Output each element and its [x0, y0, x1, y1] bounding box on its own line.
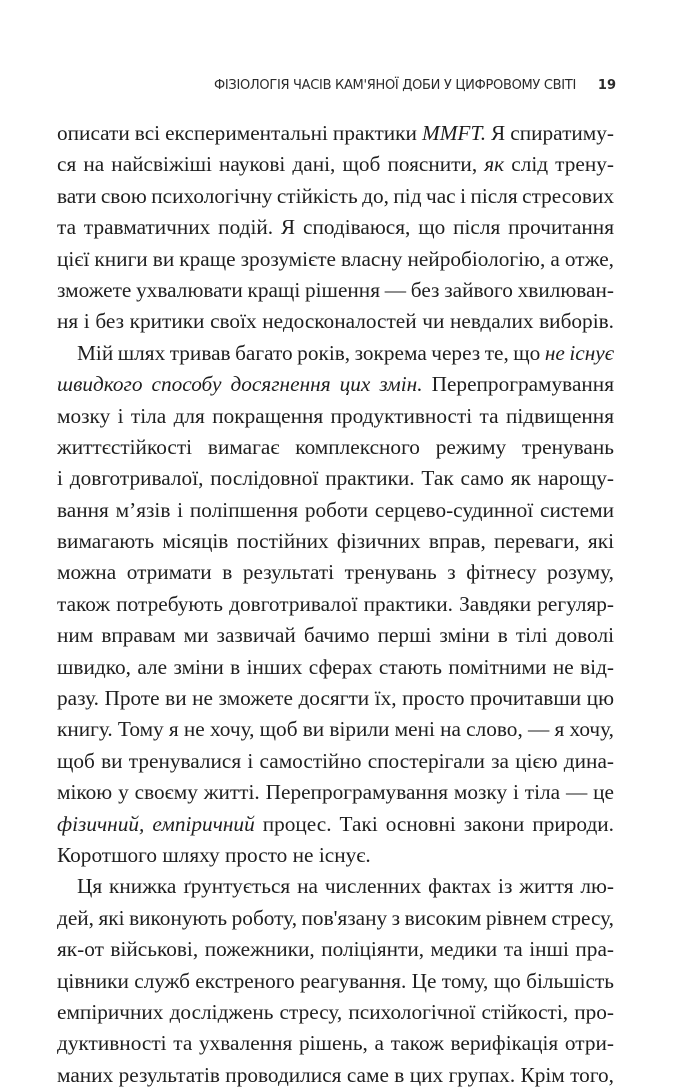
- text-line: вимагають місяців постійних фізичних вправ, переваги, які: [57, 529, 614, 554]
- text-line: можна отримати в результаті тренувань з фітнесу розуму,: [57, 560, 614, 585]
- paragraph-start-line: Мій шлях тривав багато років, зокрема через те, що не існує: [77, 340, 615, 365]
- page-number: 19: [597, 78, 616, 93]
- text-line: ня і без критики своїх недосконалостей чи невдалих виборів.: [57, 309, 614, 334]
- text-line: життєстійкості вимагає комплексного режиму тренувань: [57, 434, 614, 459]
- text-line: ним вправам ми зазвичай бачимо перші зміни в тілі доволі: [57, 623, 614, 648]
- text-line: разу. Проте ви не зможете досягти їх, просто прочитавши цю: [57, 686, 614, 711]
- text-line: щоб ви тренувалися і самостійно спостерігали за цією дина-: [57, 748, 614, 773]
- text-line: зможете ухвалювати кращі рішення — без зайвого хвилюван-: [57, 277, 614, 302]
- paragraph-start-line: Ця книжка ґрунтується на численних фактах із життя лю-: [77, 874, 614, 899]
- body-text: [57, 118, 614, 1091]
- text-line: та травматичних подій. Я сподіваюся, що після прочитання: [57, 215, 614, 240]
- text-line: емпіричних досліджень стресу, психологічної стійкості, про-: [57, 999, 614, 1024]
- text-line: описати всі експериментальні практики MMFT. Я спиратиму-: [57, 121, 614, 145]
- text-line: фізичний, емпіричний процес. Такі основні закони природи.: [57, 811, 614, 836]
- text-line: цієї книги ви краще зрозумієте власну нейробіологію, а отже,: [57, 246, 614, 271]
- text-line: дей, які виконують роботу, пов'язану з високим рівнем стресу,: [57, 905, 614, 930]
- text-line: дуктивності та ухвалення рішень, а також верифікація отри-: [57, 1031, 614, 1056]
- text-line: як-от військові, пожежники, поліціянти, медики та інші пра-: [57, 937, 614, 962]
- running-header: [200, 78, 616, 98]
- text-line: швидко, але зміни в інших сферах стають помітними не від-: [57, 654, 614, 679]
- text-line: цівники служб екстреного реагування. Це тому, що більшість: [57, 968, 614, 993]
- text-line: мікою у своєму житті. Перепрограмування мозку і тіла — це: [57, 780, 614, 805]
- text-line: вати свою психологічну стійкість до, під час і після стресових: [57, 183, 614, 208]
- text-line: книгу. Тому я не хочу, щоб ви вірили мені на слово, — я хочу,: [57, 717, 614, 742]
- paragraph-end-line: Коротшого шляху просто не існує.: [57, 842, 371, 867]
- text-line: маних результатів проводилися саме в цих групах. Крім того,: [57, 1062, 614, 1087]
- text-line: ся на найсвіжіші наукові дані, щоб пояснити, як слід трену-: [57, 152, 614, 177]
- text-line: мозку і тіла для покращення продуктивності та підвищення: [57, 403, 614, 428]
- text-line: і довготривалої, послідовної практики. Так само як нарощу-: [57, 466, 614, 491]
- text-line: швидкого способу досягнення цих змін. Перепрограмування: [57, 372, 614, 397]
- running-title: ФІЗІОЛОГІЯ ЧАСІВ КАМ'ЯНОЇ ДОБИ У ЦИФРОВОМУ СВІТІ: [214, 78, 576, 93]
- text-line: також потребують довготривалої практики. Завдяки регуляр-: [57, 591, 614, 616]
- text-line: вання м’язів і поліпшення роботи серцево-судинної системи: [57, 497, 614, 522]
